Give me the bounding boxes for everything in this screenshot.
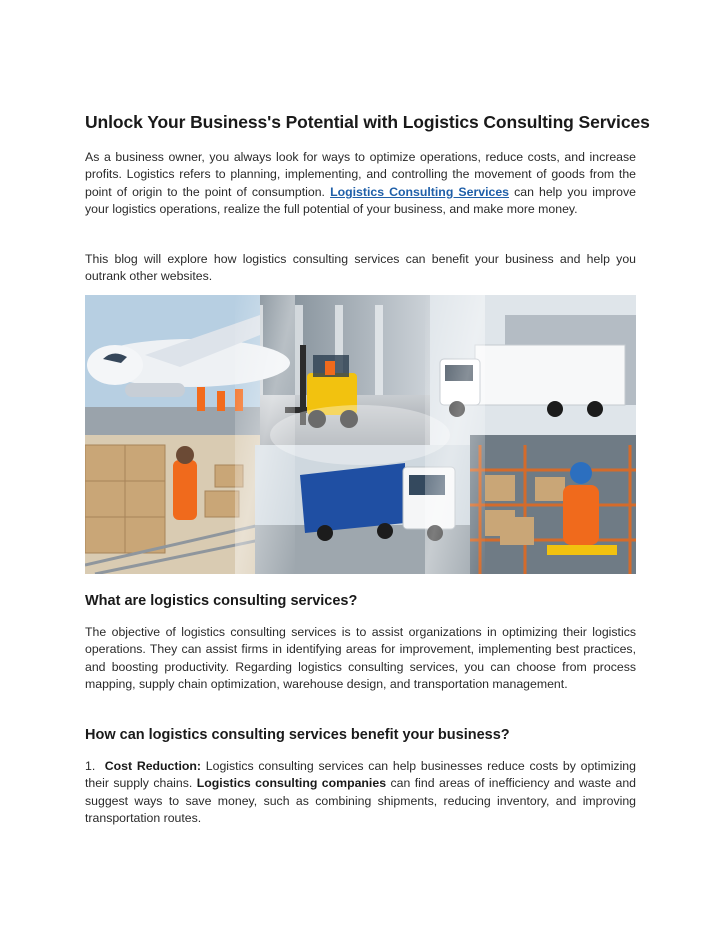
benefit-text-continued: can find areas of inefficiency and waste and suggest ways to save money, such as combining shipments, reducing inventory, and improving transportation routes. [85,776,637,826]
intro-text-continued: can help you improve your logistics operations, realize the full potential of your business, and make more money. [85,184,636,217]
logistics-consulting-services-link[interactable]: Logistics Consulting Services [330,184,510,199]
benefit-bold-phrase: Logistics consulting companies [196,776,387,791]
logistics-collage-image [85,295,636,574]
intro-text: As a business owner, you always look for ways to optimize operations, reduce costs, and increase profits. Logistics refers to planning, implementing, and controlling the movement of goods from the point of origin to the point of consumption. [85,150,636,199]
section1-paragraph: The objective of logistics consulting services is to assist organizations in optimizing their logistics operations. They can assist firms in identifying areas for improvement, implementing best practices, and boosting productivity. Regarding logistics consulting services, you can choose from process mapping, supply chain optimization, warehouse design, and transportation management. [85,625,636,692]
page-title: Unlock Your Business's Potential with Logistics Consulting Services [85,112,650,132]
blog-intro-paragraph: This blog will explore how logistics consulting services can benefit your business and help you outrank other websites. [85,252,636,284]
benefit-lead: Cost Reduction: [104,759,202,773]
section-heading-what-are: What are logistics consulting services? [85,593,358,609]
benefit-item-1 [85,758,636,828]
intro-paragraph [85,149,636,219]
section-heading-benefits: How can logistics consulting services benefit your business? [85,727,510,743]
benefit-text: Logistics consulting services can help businesses reduce costs by optimizing their supply chains. [85,759,636,791]
logistics-collage-illustration [85,295,636,574]
list-number: 1. [85,759,96,773]
